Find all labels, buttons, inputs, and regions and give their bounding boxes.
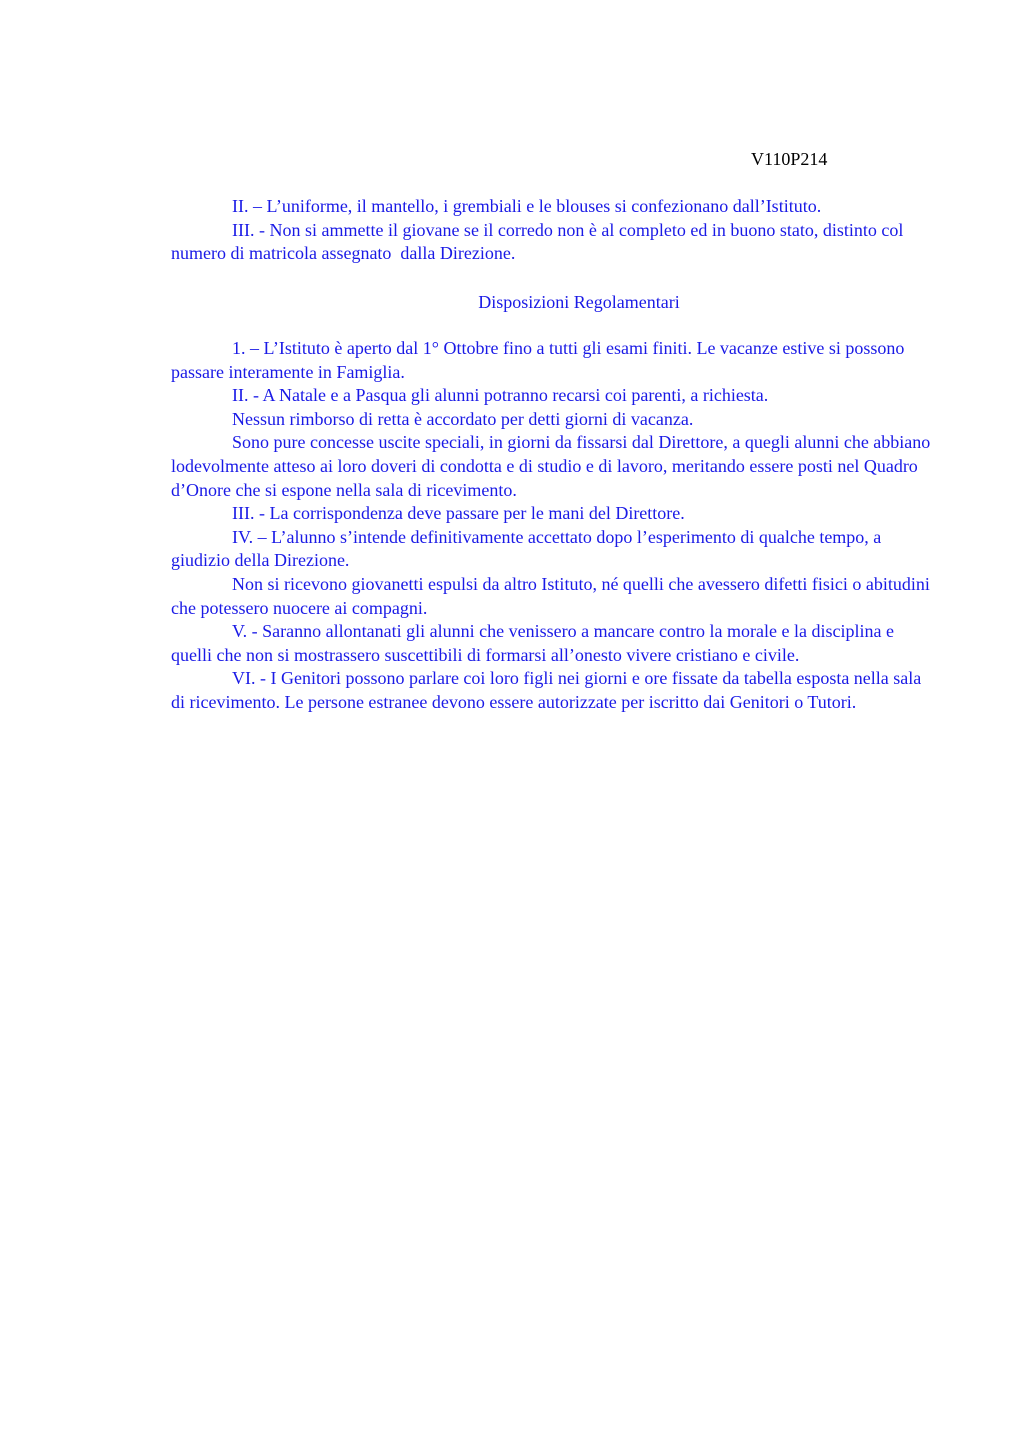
paragraph-dismissal: V. - Saranno allontanati gli alunni che venissero a mancare contro la morale e la disciplina e quelli che non si mostrassero suscettibili di formarsi all’onesto vivere cristiano e civile. — [171, 621, 899, 665]
regulations-section — [171, 337, 935, 715]
paragraph-acceptance: IV. – L’alunno s’intende definitivamente accettato dopo l’esperimento di qualche tempo, a giudizio della Direzione. — [171, 526, 886, 571]
paragraph-corredo: III. - Non si ammette il giovane se il corredo non è al completo ed in buono stato, distinto col numero di matricola assegnato dalla Direzione. — [171, 219, 908, 264]
paragraph-holidays: II. - A Natale e a Pasqua gli alunni potranno recarsi coi parenti, a richiesta. — [232, 385, 769, 406]
paragraph-opening-period: 1. – L’Istituto è aperto dal 1° Ottobre fino a tutti gli esami finiti. Le vacanze estive si possono passare interamente in Famiglia. — [171, 338, 909, 382]
page-reference: V110P214 — [751, 149, 828, 169]
paragraph-visits: VI. - I Genitori possono parlare coi loro figli nei giorni e ore fissate da tabella esposta nella sala di ricevimento. Le persone estranee devono essere autorizzate per iscritto dai Genitori o Tutori. — [171, 668, 926, 712]
paragraph-exclusions: Non si ricevono giovanetti espulsi da altro Istituto, né quelli che avessero difetti fisici o abitudini che potessero nuocere ai compagni. — [171, 573, 935, 618]
intro-section — [171, 195, 931, 266]
section-title: Disposizioni Regolamentari — [478, 292, 680, 312]
paragraph-uniform: II. – L’uniforme, il mantello, i grembiali e le blouses si confezionano dall’Istituto. — [232, 196, 822, 216]
paragraph-no-refund: Nessun rimborso di retta è accordato per detti giorni di vacanza. — [232, 408, 694, 429]
paragraph-correspondence: III. - La corrispondenza deve passare per le mani del Direttore. — [232, 503, 685, 524]
paragraph-special-outings: Sono pure concesse uscite speciali, in giorni da fissarsi dal Direttore, a quegli alunni che abbiano lodevolmente atteso ai loro doveri di condotta e di studio e di lavoro, meritando essere posti nel Quadro d’Onore che si espone nella sala di ricevimento. — [171, 432, 935, 500]
